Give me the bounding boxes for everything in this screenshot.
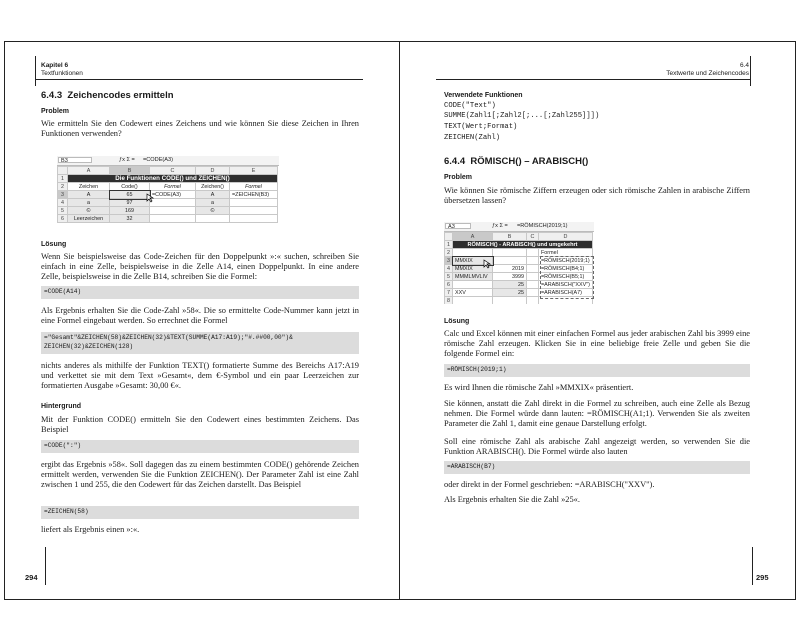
cell[interactable] (230, 207, 278, 215)
code-block-2 (41, 332, 359, 354)
body-text-3: nichts anderes als mithilfe der Funktion TEXT() formatierte Summe des Bereichs A17:A19 und verkettet sie mit dem Text »Gesamt«, dem €-Symbol und ein paar Leerzeichen zur formatierten Ausgabe »Gesamt: 30,00 €«. (41, 361, 359, 390)
col-header[interactable]: D (196, 167, 230, 175)
col-header[interactable]: A (68, 167, 110, 175)
row-header[interactable]: 6 (445, 281, 453, 289)
section-title: Zeichencodes ermitteln (67, 90, 174, 101)
formula-range-highlight (540, 256, 594, 299)
problem-text: Wie können Sie römische Ziffern erzeugen oder sich römische Zahlen in arabische Ziffern übersetzen lassen? (444, 186, 750, 205)
row-header[interactable]: 2 (58, 183, 68, 191)
cell[interactable]: 32 (110, 215, 150, 223)
formula-icons: ƒx Σ = (119, 157, 135, 163)
cell[interactable] (527, 297, 539, 305)
cell[interactable]: A (68, 191, 110, 199)
body-text-5: ergibt das Ergebnis »58«. Soll dagegen das zu einem bestimmten CODE() gehörende Zeichen ermittelt werden, verwenden Sie die Funktion ZEICHEN(). Der Parameter Zahl ist eine Zahl zwischen 1 und 255, die den Codewert für das Zeichen darstellt. Das Beispiel (41, 460, 359, 489)
formula-input[interactable]: =RÖMISCH(2019;1) (517, 223, 568, 229)
row-header[interactable]: 6 (58, 215, 68, 223)
section-number: 6.4.4 (444, 156, 466, 167)
cell[interactable] (230, 215, 278, 223)
body-text-5: oder direkt in der Formel geschrieben: =ARABISCH("XXV"). (444, 480, 655, 489)
code-block-1: =CODE(A14) (41, 286, 359, 299)
code-block-2: =ARABISCH(B7) (444, 461, 750, 474)
cell[interactable]: © (68, 207, 110, 215)
footer-rule (45, 547, 46, 585)
function-line: ZEICHEN(Zahl) (444, 134, 501, 142)
formula-bar (57, 156, 279, 166)
cell[interactable] (493, 257, 527, 265)
function-line: SUMME(Zahl1[;Zahl2[;...[;Zahl255]]]) (444, 112, 600, 120)
cell[interactable]: Leerzeichen (68, 215, 110, 223)
cell[interactable] (230, 199, 278, 207)
cell[interactable]: =RÖMISCH(2019;1) (539, 257, 593, 265)
row-header[interactable]: 3 (445, 257, 453, 265)
formula-icons: ƒx Σ = (492, 223, 508, 229)
cell[interactable]: XXV (453, 289, 493, 297)
cell[interactable]: Formel (539, 249, 593, 257)
section-heading (41, 90, 174, 101)
cell[interactable]: =RÖMISCH(B5;1) (539, 273, 593, 281)
hintergrund-heading: Hintergrund (41, 403, 82, 410)
body-text-2: Es wird Ihnen die römische Zahl »MMXIX« präsentiert. (444, 383, 634, 392)
row-header[interactable]: 5 (445, 273, 453, 281)
cell[interactable] (527, 273, 539, 281)
cell[interactable]: a (196, 199, 230, 207)
cell[interactable] (150, 215, 196, 223)
cell-reference[interactable]: A3 (445, 223, 471, 229)
cell[interactable] (493, 249, 527, 257)
section-title: RÖMISCH() – ARABISCH() (470, 156, 589, 167)
loesung-heading: Lösung (41, 241, 67, 248)
problem-heading: Problem (41, 108, 70, 115)
section-title-header: Textwerte und Zeichencodes (666, 70, 749, 77)
sheet-title: Die Funktionen CODE() und ZEICHEN() (68, 175, 278, 183)
functions-heading: Verwendete Funktionen (444, 92, 523, 99)
cell[interactable]: Formel (150, 183, 196, 191)
cell[interactable]: 3999 (493, 273, 527, 281)
cell[interactable]: MMXIX (453, 265, 493, 273)
row-header[interactable]: 5 (58, 207, 68, 215)
header-underline (35, 79, 363, 80)
body-text-6: Als Ergebnis erhalten Sie die Zahl »25«. (444, 495, 580, 504)
mouse-cursor-icon (146, 193, 154, 203)
function-line: CODE("Text") (444, 102, 496, 110)
cell[interactable]: =CODE(A3) (150, 191, 196, 199)
function-line: TEXT(Wert;Format) (444, 123, 518, 131)
chapter-title: Textfunktionen (41, 70, 83, 77)
cell[interactable] (453, 249, 493, 257)
cell[interactable] (453, 281, 493, 289)
cell[interactable]: © (196, 207, 230, 215)
loesung-text: Wenn Sie beispielsweise das Code-Zeichen für den Doppelpunkt »:« suchen, schreiben Sie einfach in eine Zelle, beispielsweise in die Zelle A14, einen Doppelpunkt. In eine andere Zelle, beispielsweise in die Zelle B14, schreiben Sie die Formel: (41, 252, 359, 281)
row-header[interactable]: 8 (445, 297, 453, 305)
chapter-label: Kapitel 6 (41, 62, 69, 69)
cell[interactable] (527, 265, 539, 273)
cell-selected[interactable]: MMXIX (453, 257, 493, 265)
spreadsheet-code-zeichen (57, 156, 279, 230)
cell[interactable]: Zeichen() (196, 183, 230, 191)
section-number-header: 6.4 (739, 62, 749, 69)
problem-text: Wie ermitteln Sie den Codewert eines Zeichens und wie können Sie diese Zeichen in Ihren Funktionen verwenden? (41, 119, 359, 138)
loesung-text: Calc und Excel können mit einer einfachen Formel aus jeder arabischen Zahl bis 3999 eine römische Zahl erzeugen. Klicken Sie in eine beliebige freie Zelle und geben Sie die folgende Formel ein: (444, 329, 750, 358)
header-rule (750, 56, 751, 86)
code-line: ="Gesamt"&ZEICHEN(58)&ZEICHEN(32)&TEXT(SUMME(A17:A19);"#.##00,00")& (44, 334, 293, 341)
cell[interactable] (150, 199, 196, 207)
code-block-4: =ZEICHEN(58) (41, 506, 359, 519)
sheet-title: RÖMISCH() - ARABISCH() und umgekehrt (453, 241, 593, 249)
cell[interactable]: 97 (110, 199, 150, 207)
row-header[interactable]: 3 (58, 191, 68, 199)
code-line: ZEICHEN(32)&ZEICHEN(128) (44, 342, 134, 350)
cell[interactable]: A (196, 191, 230, 199)
problem-heading: Problem (444, 174, 473, 181)
right-page (400, 41, 796, 600)
row-header[interactable]: 1 (58, 175, 68, 183)
cell[interactable]: 25 (493, 281, 527, 289)
col-header[interactable]: A (453, 233, 493, 241)
cell[interactable] (196, 215, 230, 223)
col-header[interactable]: D (539, 233, 593, 241)
section-heading (444, 156, 588, 167)
row-header[interactable]: 7 (445, 289, 453, 297)
code-block-3: =CODE(":") (41, 440, 359, 453)
body-text-6: liefert als Ergebnis einen »:«. (41, 525, 140, 534)
cell[interactable]: Formel (230, 183, 278, 191)
header-underline (436, 79, 750, 80)
cell[interactable] (527, 281, 539, 289)
cell[interactable]: =ZEICHEN(B3) (230, 191, 278, 199)
cell[interactable] (527, 257, 539, 265)
cell[interactable]: 25 (493, 289, 527, 297)
footer-rule (752, 547, 753, 585)
sheet-grid (57, 166, 278, 223)
page-number: 294 (25, 573, 38, 582)
cell[interactable] (527, 249, 539, 257)
row-header[interactable]: 4 (445, 265, 453, 273)
cell[interactable]: 2019 (493, 265, 527, 273)
cell[interactable] (453, 297, 493, 305)
cell[interactable]: 169 (110, 207, 150, 215)
loesung-heading: Lösung (444, 318, 470, 325)
body-text-2: Als Ergebnis erhalten Sie die Code-Zahl »58«. Die so ermittelte Code-Nummer kann jetzt in eine Formel eingebaut werden. So errechnet die Formel (41, 306, 359, 325)
spreadsheet-roemisch (444, 222, 594, 304)
cell-selected[interactable]: 65 (110, 191, 150, 199)
section-number: 6.4.3 (41, 90, 63, 101)
mouse-cursor-icon (483, 259, 491, 269)
col-header[interactable]: B (110, 167, 150, 175)
row-header[interactable]: 4 (58, 199, 68, 207)
page-number: 295 (756, 573, 769, 582)
body-text-4: Soll eine römische Zahl als arabische Zahl angezeigt werden, so verwenden Sie die Funktion ARABISCH(). Die Formel würde also lauten (444, 437, 750, 456)
cell[interactable] (527, 289, 539, 297)
left-page (4, 41, 400, 600)
formula-bar (444, 222, 594, 232)
cell[interactable]: =ARABISCH("XXV") (539, 281, 593, 289)
cell[interactable] (493, 297, 527, 305)
row-header[interactable]: 2 (445, 249, 453, 257)
cell[interactable]: =RÖMISCH(B4;1) (539, 265, 593, 273)
cell[interactable]: Zeichen (68, 183, 110, 191)
col-header[interactable]: C (527, 233, 539, 241)
row-header[interactable]: 1 (445, 241, 453, 249)
cell[interactable]: MMMLMVLIV (453, 273, 493, 281)
body-text-3: Sie können, anstatt die Zahl direkt in die Formel zu schreiben, auch eine Zelle als Bezug nehmen. Die Formel würde dann lauten: =RÖMISCH(A1;1). Verwenden Sie als zweiten Parameter die Zahl 1, damit eine genaue Darstellung erfolgt. (444, 399, 750, 428)
col-header[interactable]: E (230, 167, 278, 175)
cell-reference[interactable]: B3 (58, 157, 92, 163)
formula-input[interactable]: =CODE(A3) (143, 157, 173, 163)
code-block-1: =RÖMISCH(2019;1) (444, 364, 750, 377)
cell[interactable]: Code() (110, 183, 150, 191)
cell[interactable]: a (68, 199, 110, 207)
cell[interactable] (150, 207, 196, 215)
body-text-4: Mit der Funktion CODE() ermitteln Sie den Codewert eines bestimmten Zeichens. Das Beispiel (41, 415, 359, 434)
col-header[interactable]: B (493, 233, 527, 241)
cell[interactable]: =ARABISCH(A7) (539, 289, 593, 297)
header-rule (35, 56, 36, 86)
col-header[interactable]: C (150, 167, 196, 175)
